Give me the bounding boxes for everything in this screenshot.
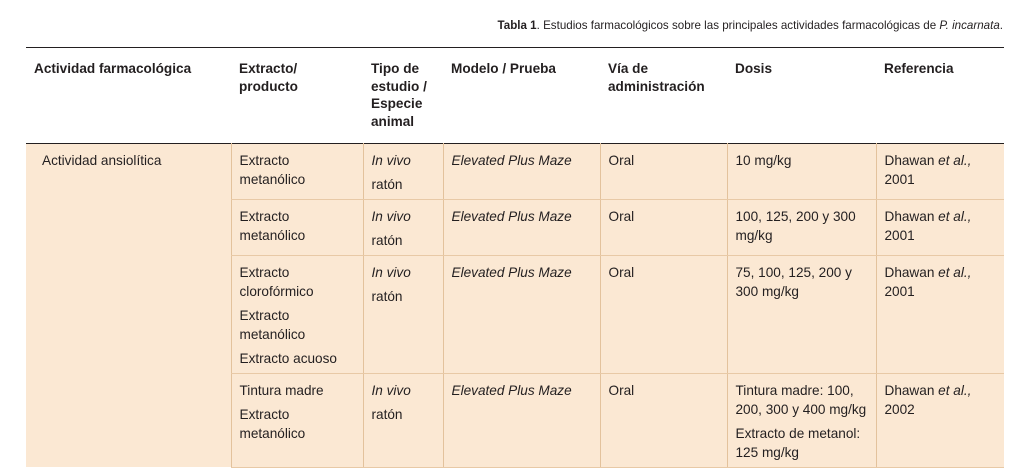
header-via: Vía de administración [600, 49, 727, 143]
extract-item: Extracto metanólico [239, 406, 306, 441]
activity-cell [26, 143, 231, 467]
extract-item: Tintura madre [239, 382, 324, 398]
reference-cell [876, 143, 1004, 199]
header-row [26, 49, 1004, 143]
header-modelo: Modelo / Prueba [443, 49, 600, 143]
model: Elevated Plus Maze [451, 382, 572, 398]
header-tipo: Tipo de estudio / Especie animal [363, 49, 443, 143]
ref-year: 2002 [884, 401, 915, 417]
model: Elevated Plus Maze [451, 264, 572, 280]
route-cell [600, 199, 727, 255]
ref-year: 2001 [884, 171, 915, 187]
reference-cell [876, 373, 1004, 467]
study-type-cell [363, 373, 443, 467]
model-cell [443, 373, 600, 467]
dose-cell [727, 373, 876, 467]
study-type: In vivo [371, 208, 411, 224]
dose-item: Tintura madre: 100, 200, 300 y 400 mg/kg [735, 382, 867, 417]
route-cell [600, 373, 727, 467]
ref-etal: et al., [938, 208, 972, 224]
study-type-cell [363, 143, 443, 199]
dose-item: 100, 125, 200 y 300 mg/kg [735, 208, 856, 243]
model-cell [443, 255, 600, 373]
extract-cell [231, 255, 363, 373]
dose-item: 75, 100, 125, 200 y 300 mg/kg [735, 264, 852, 299]
species: ratón [371, 406, 403, 422]
extract-item: Extracto metanólico [239, 152, 306, 187]
reference-cell [876, 199, 1004, 255]
study-type-cell [363, 255, 443, 373]
route: Oral [608, 152, 635, 168]
top-rule [26, 47, 1004, 48]
study-type: In vivo [371, 264, 411, 280]
extract-cell [231, 143, 363, 199]
route: Oral [608, 264, 635, 280]
route: Oral [608, 208, 635, 224]
ref-etal: et al., [938, 264, 972, 280]
caption-text: . Estudios farmacológicos sobre las principales actividades farmacológicas de [536, 19, 940, 32]
ref-etal: et al., [938, 382, 972, 398]
table-caption [498, 19, 1003, 32]
species: ratón [371, 176, 403, 192]
header-dosis: Dosis [727, 49, 876, 143]
extract-item: Extracto clorofórmico [239, 264, 314, 299]
table-row [26, 143, 1004, 199]
model-cell [443, 143, 600, 199]
study-type-cell [363, 199, 443, 255]
ref-author: Dhawan [884, 208, 939, 224]
header-extracto: Extracto/ producto [231, 49, 363, 143]
caption-label: Tabla 1 [497, 19, 537, 32]
route-cell [600, 255, 727, 373]
extract-item: Extracto acuoso [239, 350, 337, 366]
dose-cell [727, 255, 876, 373]
ref-year: 2001 [884, 227, 915, 243]
table-body [26, 143, 1004, 467]
caption-species: P. incarnata [939, 19, 1000, 32]
route: Oral [608, 382, 635, 398]
header-referencia: Referencia [876, 49, 1004, 143]
extract-cell [231, 199, 363, 255]
species: ratón [371, 288, 403, 304]
model: Elevated Plus Maze [451, 208, 572, 224]
model-cell [443, 199, 600, 255]
ref-author: Dhawan [884, 382, 939, 398]
activity-label: Actividad ansiolítica [42, 152, 162, 168]
study-type: In vivo [371, 382, 411, 398]
reference-cell [876, 255, 1004, 373]
ref-author: Dhawan [884, 152, 939, 168]
species: ratón [371, 232, 403, 248]
dose-cell [727, 143, 876, 199]
dose-cell [727, 199, 876, 255]
study-type: In vivo [371, 152, 411, 168]
model: Elevated Plus Maze [451, 152, 572, 168]
pharmacology-table [26, 49, 1004, 468]
extract-item: Extracto metanólico [239, 307, 306, 342]
ref-year: 2001 [884, 283, 915, 299]
header-actividad: Actividad farmacológica [26, 49, 231, 143]
dose-item: Extracto de metanol: 125 mg/kg [735, 425, 861, 460]
dose-item: 10 mg/kg [735, 152, 792, 168]
ref-etal: et al., [938, 152, 972, 168]
caption-end: . [999, 19, 1003, 32]
route-cell [600, 143, 727, 199]
extract-item: Extracto metanólico [239, 208, 306, 243]
extract-cell [231, 373, 363, 467]
ref-author: Dhawan [884, 264, 939, 280]
